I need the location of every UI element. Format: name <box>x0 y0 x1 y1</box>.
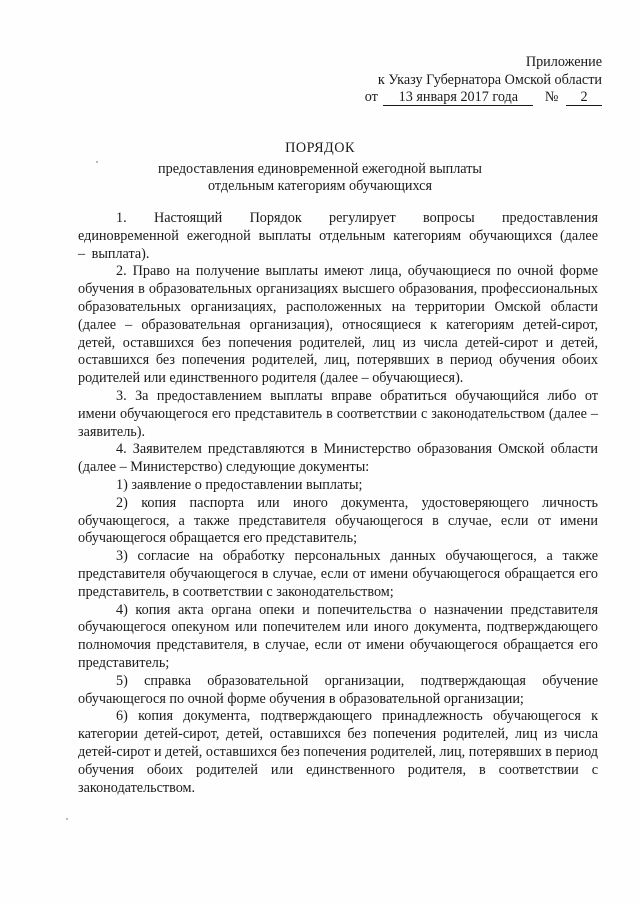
decree-number: 2 <box>566 90 602 106</box>
decree-date: 13 января 2017 года <box>383 90 533 106</box>
scan-speck <box>66 818 68 820</box>
appendix-header <box>365 54 602 107</box>
date-prefix: от <box>364 89 378 105</box>
list-item-3: 3) согласие на обработку персональных данных обучающегося, а также представителя обучающегося в случае, если от имени обучающегося обращается его представитель, в соответствии с законодательством; <box>78 548 598 600</box>
list-item-4: 4) копия акта органа опеки и попечительства о назначении представителя обучающегося опекуном или попечителем или иного документа, подтверждающего полномочия представителя, в случае, если от имени обучающегося обращается его представитель; <box>78 601 598 671</box>
list-item-6: 6) копия документа, подтверждающего принадлежность обучающегося к категории детей-сирот, детей, оставшихся без попечения родителей, лиц из числа детей-сирот и детей, оставшихся без попечения родителей, лиц, потерявших в период обучения обоих родителей или единственного родителя, в соответствии с законодательством. <box>78 708 598 796</box>
appendix-reference: к Указу Губернатора Омской области <box>377 71 602 88</box>
scan-speck <box>96 161 98 163</box>
title-subtitle-line-2: отдельным категориям обучающихся <box>208 178 432 194</box>
title-main: ПОРЯДОК <box>285 140 355 156</box>
number-prefix: № <box>544 89 559 105</box>
paragraph-3: 3. За предоставлением выплаты вправе обратиться обучающийся либо от имени обучающегося его представитель в соответствии с законодательством (далее – заявитель). <box>78 387 598 440</box>
appendix-label: Приложение <box>525 54 602 70</box>
list-item-5: 5) справка образовательной организации, подтверждающая обучение обучающегося по очной форме обучения в образовательной организации; <box>78 672 598 707</box>
list-item-1: 1) заявление о предоставлении выплаты; <box>116 476 363 493</box>
list-item-2: 2) копия паспорта или иного документа, удостоверяющего личность обучающегося, а также представителя обучающегося в случае, если от имени обучающегося обращается его представитель; <box>78 494 598 547</box>
title-subtitle-line-1: предоставления единовременной ежегодной выплаты <box>158 160 482 177</box>
document-title <box>0 140 640 196</box>
paragraph-1: 1. Настоящий Порядок регулирует вопросы предоставления единовременной ежегодной выплаты отдельным категориям обучающихся (далее – выплата). <box>78 210 598 262</box>
appendix-date-line <box>365 89 602 107</box>
paragraph-4: 4. Заявителем представляются в Министерство образования Омской области (далее – Министерство) следующие документы: <box>78 441 598 476</box>
document-body <box>78 210 598 797</box>
paragraph-2: 2. Право на получение выплаты имеют лица, обучающиеся по очной форме обучения в образовательных организациях высшего образования, профессиональных образовательных организациях, расположенных на территории Омской области (далее – образовательная организация), относящиеся к категориям детей-сирот, детей, оставшихся без попечения родителей, лиц из числа детей-сирот и детей, оставшихся без попечения родителей, лиц, потерявших в период обучения обоих родителей или единственного родителя (далее – обучающиеся). <box>78 263 598 387</box>
